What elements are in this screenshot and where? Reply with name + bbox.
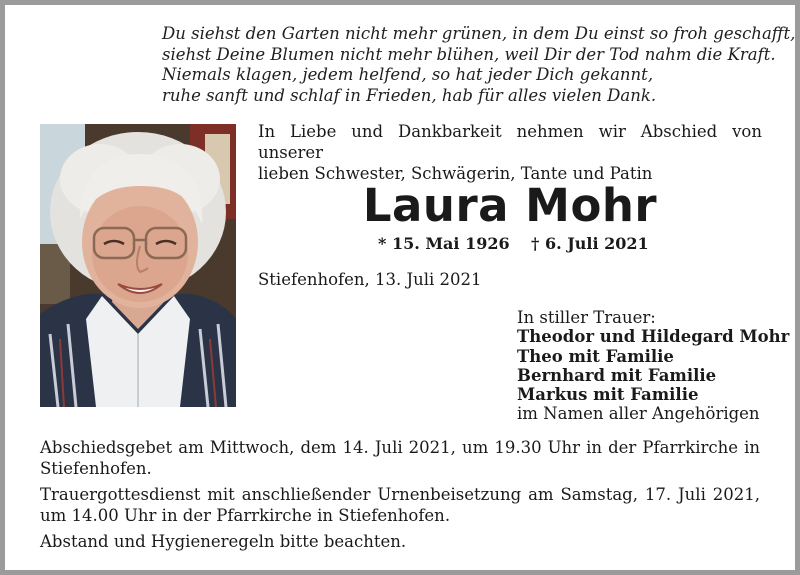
service-note: Trauergottesdienst mit anschließender Urnenbeisetzung am Samstag, 17. Juli 2021, um 14.00 Uhr in der Pfarrkirche in Stiefenhofen.	[40, 485, 760, 525]
poem-line: ruhe sanft und schlaf in Frieden, hab für alles vielen Dank.	[162, 85, 657, 105]
place-and-date: Stiefenhofen, 13. Juli 2021	[258, 270, 482, 289]
service-note: Abstand und Hygieneregeln bitte beachten.	[40, 532, 407, 551]
mourner-name: Markus mit Familie	[517, 385, 699, 405]
intro-line: lieben Schwester, Schwägerin, Tante und Patin	[258, 164, 653, 183]
service-note: Abschiedsgebet am Mittwoch, dem 14. Juli 2021, um 19.30 Uhr in der Pfarrkirche in Stiefenhofen.	[40, 438, 760, 478]
farewell-intro	[258, 121, 762, 184]
mourner-name: Bernhard mit Familie	[517, 365, 717, 385]
mourners-footer: im Namen aller Angehörigen	[517, 404, 760, 424]
deceased-name: Laura Mohr	[362, 179, 658, 232]
service-notes	[40, 437, 760, 557]
portrait-photo	[40, 124, 236, 407]
mourner-name: Theo mit Familie	[517, 346, 674, 366]
birth-date: * 15. Mai 1926	[378, 234, 510, 253]
death-date: † 6. Juli 2021	[531, 234, 649, 253]
memorial-poem	[162, 24, 796, 106]
mourners-block	[517, 308, 789, 424]
mourners-heading: In stiller Trauer:	[517, 308, 656, 327]
intro-line: In Liebe und Dankbarkeit nehmen wir Abschied von unserer	[258, 122, 762, 162]
poem-line: siehst Deine Blumen nicht mehr blühen, weil Dir der Tod nahm die Kraft.	[162, 44, 776, 64]
poem-line: Du siehst den Garten nicht mehr grünen, in dem Du einst so froh geschafft,	[162, 24, 796, 43]
poem-line: Niemals klagen, jedem helfend, so hat jeder Dich gekannt,	[162, 65, 654, 84]
mourner-name: Theodor und Hildegard Mohr	[517, 327, 790, 347]
